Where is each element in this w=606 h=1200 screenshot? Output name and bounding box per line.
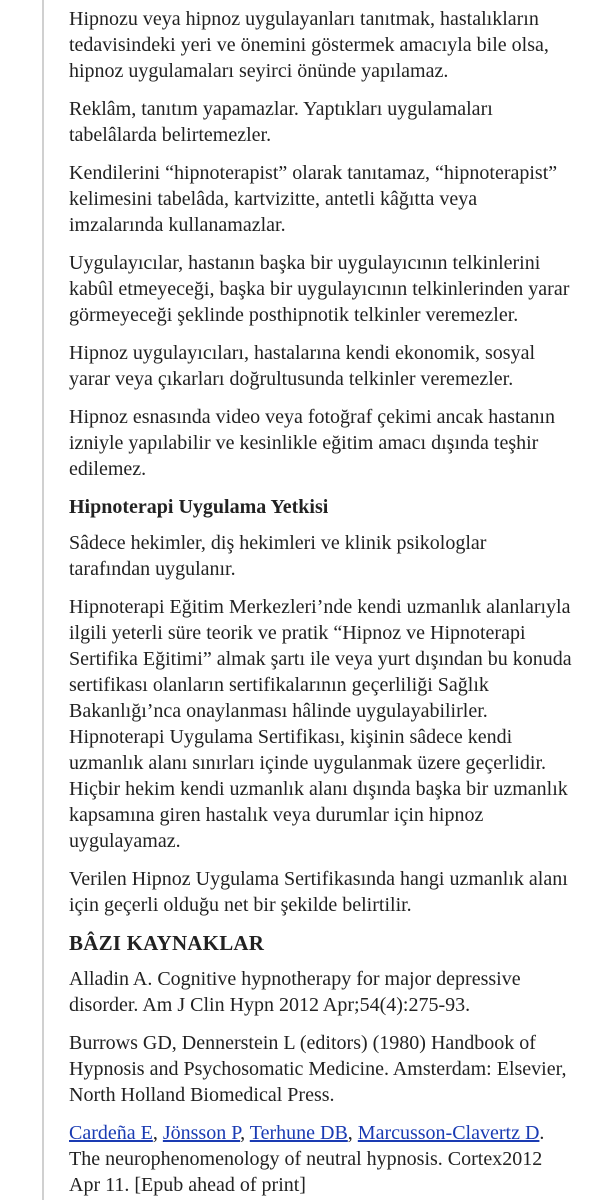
paragraph-who-may-practice: Sâdece hekimler, diş hekimleri ve klinik psikologlar tarafından uygulanır. (69, 532, 487, 580)
author-link-jonsson[interactable]: Jönsson P (162, 1122, 241, 1144)
paragraph-public-demonstration: Hipnozu veya hipnoz uygulayanları tanıtmak, hastalıkların tedavisindeki yeri ve önemini göstermek amacıyla bile olsa, hipnoz uygulamaları seyirci önünde yapılamaz. (69, 8, 549, 82)
author-separator: , (240, 1122, 250, 1144)
paragraph-advertising: Reklâm, tanıtım yapamazlar. Yaptıkları uygulamaları tabelâlarda belirtemezler. (69, 98, 493, 146)
reference-item: Burrows GD, Dennerstein L (editors) (1980) Handbook of Hypnosis and Psychosomatic Medicine. Amsterdam: Elsevier, North Holland Biomedical Press. (69, 1032, 567, 1106)
section-heading-authority: Hipnoterapi Uygulama Yetkisi (69, 496, 329, 518)
author-link-marcusson-clavertz[interactable]: Marcusson-Clavertz D (357, 1122, 540, 1144)
author-link-cardena[interactable]: Cardeña E (69, 1122, 153, 1144)
paragraph-video-photo: Hipnoz esnasında video veya fotoğraf çekimi ancak hastanın izniyle yapılabilir ve kesinlikle eğitim amacı dışında teşhir edilemez. (69, 406, 555, 480)
paragraph-certification: Hipnoterapi Eğitim Merkezleri’nde kendi uzmanlık alanlarıyla ilgili yeterli süre teorik ve pratik “Hipnoz ve Hipnoterapi Sertifika Eğitimi” almak şartı ile veya yurt dışından bu konuda sertifikası olanların sertifikalarının geçerliliği Sağlık Bakanlığı’nca onaylanması hâlinde uygulayabilirler. Hipnoterapi Uygulama Sertifikası, kişinin sâdece kendi uzmanlık alanı sınırları içinde uygulanmak üzere geçerlidir. Hiçbir hekim kendi uzmanlık alanı dışında başka bir uzmanlık kapsamına giren hastalık veya durumlar için hipnoz uygulayamaz. (69, 596, 572, 852)
paragraph-certificate-scope: Verilen Hipnoz Uygulama Sertifikasında hangi uzmanlık alanı için geçerli olduğu net bir şekilde belirtilir. (69, 868, 568, 916)
author-separator: , (152, 1122, 163, 1144)
paragraph-hypnotherapist-title: Kendilerini “hipnoterapist” olarak tanıtamaz, “hipnoterapist” kelimesini tabelâda, kartvizitte, antetli kâğıtta veya imzalarında kullanamazlar. (69, 162, 558, 236)
reference-item-linked (69, 1120, 572, 1198)
reference-item: Alladin A. Cognitive hypnotherapy for major depressive disorder. Am J Clin Hypn 2012 Apr;54(4):275-93. (69, 968, 521, 1016)
reference-rest: . The neurophenomenology of neutral hypnosis. Cortex2012 Apr 11. [Epub ahead of print] (69, 1122, 545, 1196)
paragraph-economic-interests: Hipnoz uygulayıcıları, hastalarına kendi ekonomik, sosyal yarar veya çıkarları doğrultusunda telkinler veremezler. (69, 342, 535, 390)
author-separator: , (347, 1122, 358, 1144)
author-link-terhune[interactable]: Terhune DB (249, 1122, 348, 1144)
paragraph-posthypnotic-suggestions: Uygulayıcılar, hastanın başka bir uygulayıcının telkinlerini kabûl etmeyeceği, başka bir uygulayıcının telkinlerinden yarar görmeyeceği şeklinde posthipnotik telkinler veremezler. (69, 252, 570, 326)
references-heading: BÂZI KAYNAKLAR (69, 931, 265, 955)
